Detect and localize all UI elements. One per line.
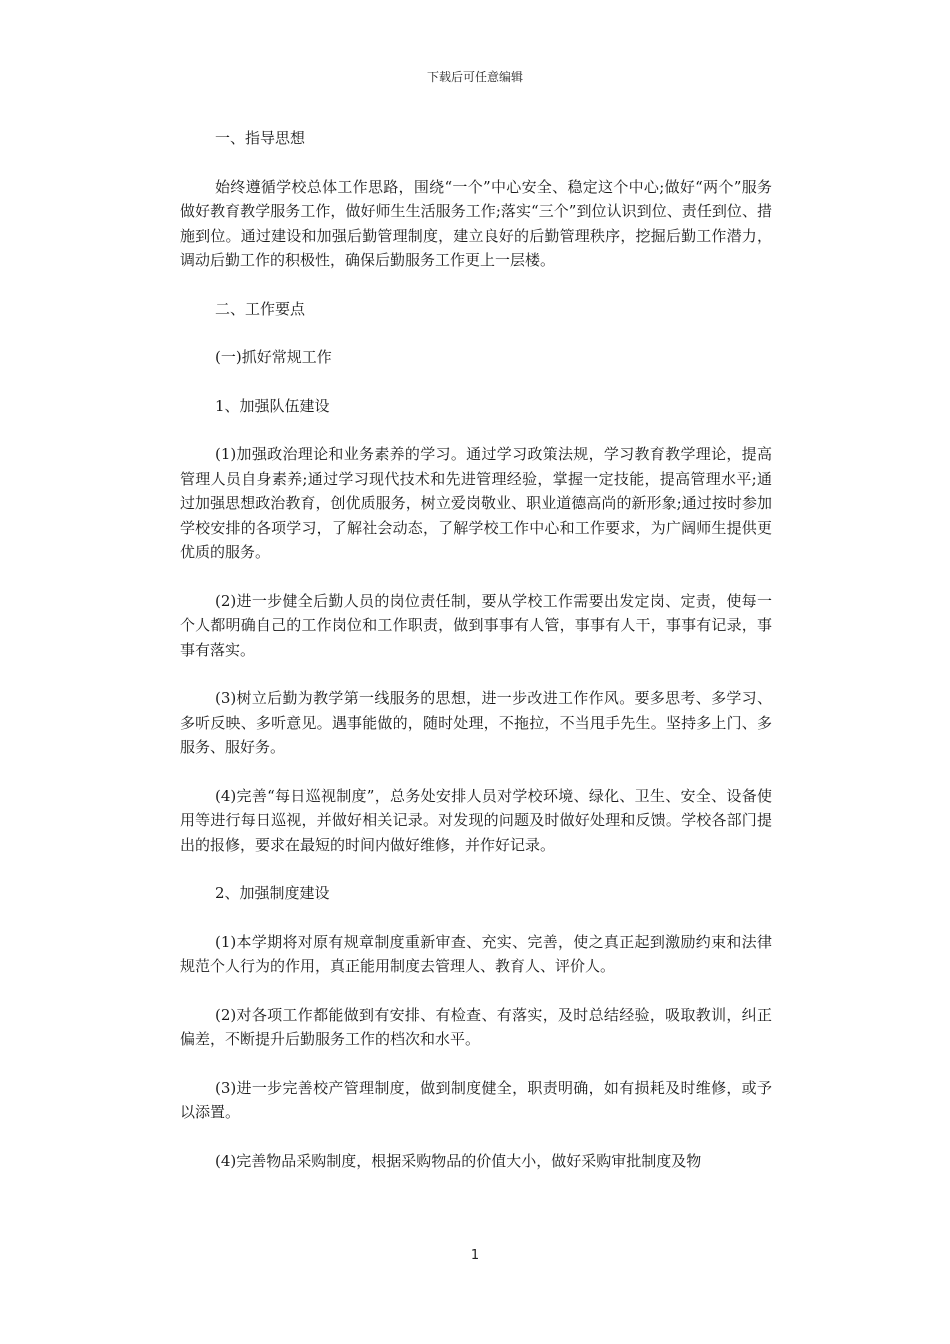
item-heading-team-building: 1、加强队伍建设 (215, 396, 330, 415)
paragraph-item-1-1: (1)加强政治理论和业务素养的学习。通过学习政策法规，学习教育教学理论，提高管理人员自身素养;通过学习现代技术和先进管理经验，掌握一定技能，提高管理水平;通过加强思想政治教育，创优质服务，树立爱岗敬业、职业道德高尚的新形象;通过按时参加学校安排的各项学习，了解社会动态，了解学校工作中心和工作要求，为广阔师生提供更优质的服务。 (180, 445, 772, 561)
page-header: 下载后可任意编辑 (426, 70, 523, 84)
section-heading-guiding-ideology: 一、指导思想 (215, 129, 306, 147)
paragraph-item-2-1: (1)本学期将对原有规章制度重新审查、充实、完善，使之真正起到激励约束和法律规范个人行为的作用，真正能用制度去管理人、教育人、评价人。 (180, 932, 772, 975)
item-heading-system-building: 2、加强制度建设 (215, 884, 330, 902)
subsection-heading-routine-work: (一)抓好常规工作 (215, 348, 332, 366)
document-body (180, 126, 772, 1197)
paragraph-item-2-3: (3)进一步完善校产管理制度，做到制度健全，职责明确，如有损耗及时维修，或予以添置。 (180, 1078, 772, 1121)
paragraph-item-1-2: (2)进一步健全后勤人员的岗位责任制，要从学校工作需要出发定岗、定责，使每一个人都明确自己的工作岗位和工作职责，做到事事有人管，事事有人干，事事有记录，事事有落实。 (180, 591, 772, 659)
page-number: 1 (470, 1248, 480, 1263)
section-heading-work-points: 二、工作要点 (215, 299, 306, 318)
paragraph-guiding-ideology: 始终遵循学校总体工作思路，围绕“一个”中心安全、稳定这个中心;做好“两个”服务做好教育教学服务工作，做好师生生活服务工作;落实“三个”到位认识到位、责任到位、措施到位。通过建设和加强后勤管理制度，建立良好的后勤管理秩序，挖掘后勤工作潜力，调动后勤工作的积极性，确保后勤服务工作更上一层楼。 (180, 177, 772, 269)
paragraph-item-2-2: (2)对各项工作都能做到有安排、有检查、有落实，及时总结经验，吸取教训，纠正偏差，不断提升后勤服务工作的档次和水平。 (180, 1005, 772, 1048)
paragraph-item-1-4: (4)完善“每日巡视制度”，总务处安排人员对学校环境、绿化、卫生、安全、设备使用等进行每日巡视，并做好相关记录。对发现的问题及时做好处理和反馈。学校各部门提出的报修，要求在最短的时间内做好维修，并作好记录。 (180, 786, 772, 854)
paragraph-item-2-4: (4)完善物品采购制度，根据采购物品的价值大小，做好采购审批制度及物 (215, 1151, 702, 1170)
paragraph-item-1-3: (3)树立后勤为教学第一线服务的思想，进一步改进工作作风。要多思考、多学习、多听反映、多听意见。遇事能做的，随时处理，不拖拉，不当甩手先生。坚持多上门、多服务、服好务。 (180, 689, 772, 756)
